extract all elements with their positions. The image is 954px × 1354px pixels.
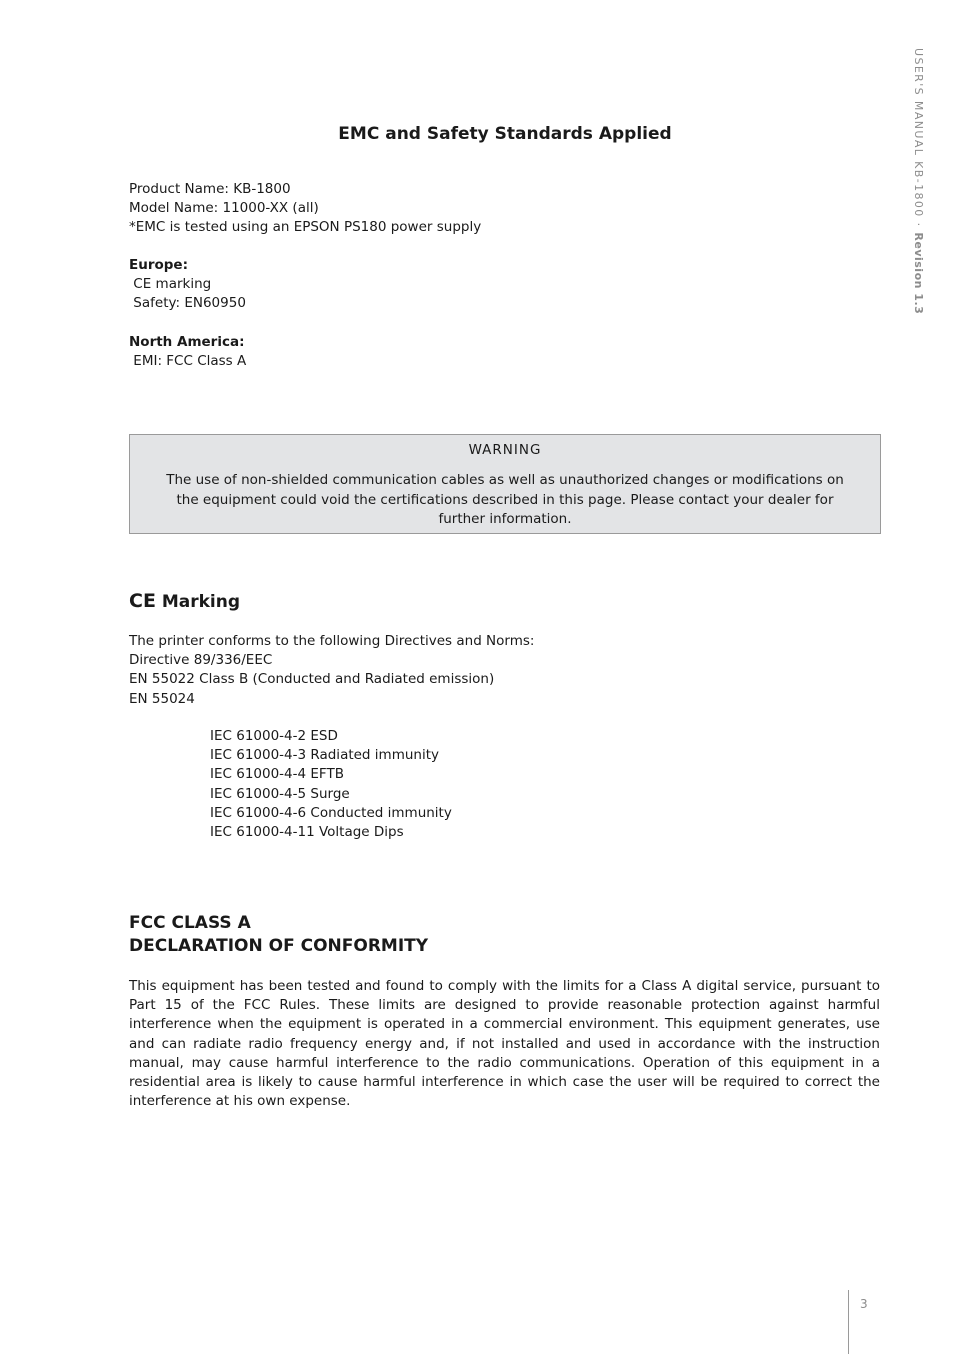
side-header-label	[912, 48, 925, 314]
ce-directive-line: EN 55024	[129, 690, 195, 707]
ce-heading-rest: Marking	[155, 592, 241, 612]
ce-directive-line: EN 55022 Class B (Conducted and Radiated emission)	[129, 671, 495, 688]
warning-title: WARNING	[468, 442, 542, 458]
europe-line: CE marking	[129, 276, 212, 293]
product-line: *EMC is tested using an EPSON PS180 power supply	[129, 219, 482, 236]
iec-norm-item: IEC 61000-4-5 Surge	[210, 785, 350, 802]
page-title: EMC and Safety Standards Applied	[338, 124, 672, 144]
warning-box	[129, 434, 881, 534]
europe-line: Safety: EN60950	[129, 295, 246, 312]
ce-directives	[129, 632, 534, 709]
iec-norm-item: IEC 61000-4-3 Radiated immunity	[210, 747, 439, 764]
iec-norm-item: IEC 61000-4-6 Conducted immunity	[210, 804, 452, 821]
iec-norm-item: IEC 61000-4-11 Voltage Dips	[210, 823, 404, 840]
fcc-heading-line: FCC CLASS A	[129, 913, 251, 933]
ce-directive-line: Directive 89/336/EEC	[129, 652, 273, 669]
warning-text: The use of non-shielded communication cables as well as unauthorized changes or modifications on the equipment could void the certifications described in this page. Please contact your dealer for further information.	[166, 472, 844, 527]
product-info	[129, 180, 481, 238]
europe-heading: Europe:	[129, 257, 188, 273]
ce-heading-logo-text: CE	[129, 590, 156, 612]
iec-norm-item: IEC 61000-4-2 ESD	[210, 728, 338, 744]
manual-name: USER'S MANUAL KB-1800 ·	[912, 48, 925, 233]
ce-directive-line: The printer conforms to the following Directives and Norms:	[129, 633, 535, 649]
ce-marking-heading	[129, 590, 240, 614]
north-america-heading: North America:	[129, 334, 245, 350]
product-line: Model Name: 11000-XX (all)	[129, 200, 319, 217]
footer-divider	[848, 1290, 849, 1354]
iec-norms-list	[210, 727, 452, 842]
fcc-heading-line: DECLARATION OF CONFORMITY	[129, 936, 429, 956]
fcc-body-text: This equipment has been tested and found to comply with the limits for a Class A digital service, pursuant to Part 15 of the FCC Rules. These limits are designed to provide reasonable protection against harmful interference when the equipment is operated in a commercial environment. This equipment generates, use and can radiate radio frequency energy and, if not installed and used in accordance with the instruction manual, may cause harmful interference to the radio communications. Operation of this equipment in a residential area is likely to cause harmful interference in which case the user will be required to correct the interference at his own expense.	[129, 978, 880, 1110]
north-america-section	[129, 333, 246, 371]
fcc-heading	[129, 912, 428, 958]
iec-norm-item: IEC 61000-4-4 EFTB	[210, 766, 344, 783]
product-line: Product Name: KB-1800	[129, 181, 291, 197]
page-number: 3	[860, 1297, 868, 1311]
north-america-line: EMI: FCC Class A	[129, 353, 247, 370]
europe-section	[129, 256, 246, 314]
revision-label: Revision 1.3	[912, 232, 925, 315]
